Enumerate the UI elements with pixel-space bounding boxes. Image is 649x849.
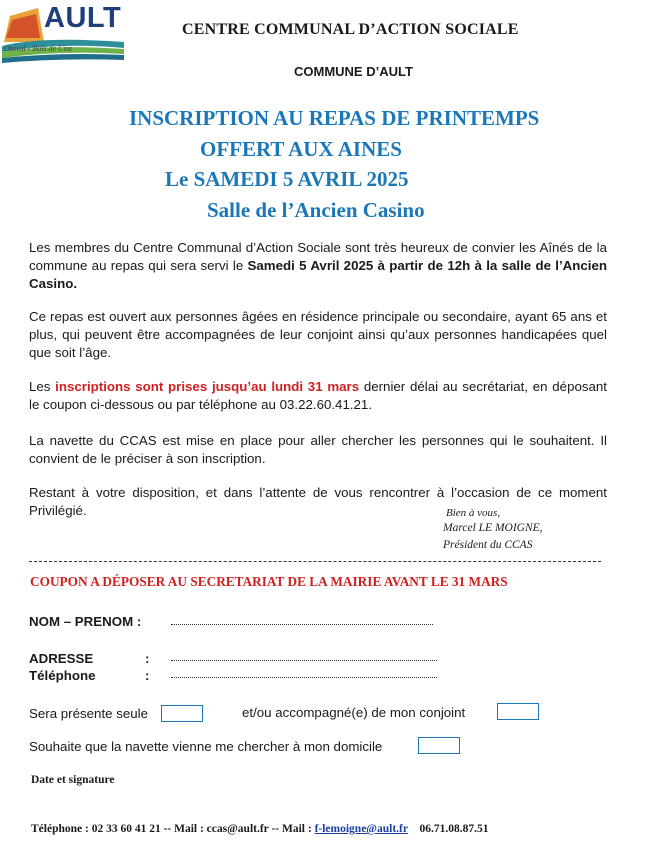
address-label: ADRESSE	[29, 651, 94, 666]
spouse-option-label: et/ou accompagné(e) de mon conjoint	[242, 705, 466, 720]
footer-contact-text: Téléphone : 02 33 60 41 21 -- Mail : ccas@ault.fr -- Mail :	[31, 823, 315, 835]
alone-option-label: Sera présente seule	[29, 706, 149, 721]
cut-line	[29, 561, 601, 562]
paragraph-invitation-bold: Samedi 5 Avril 2025 à partir de 12h à la salle de l’Ancien Casino.	[29, 258, 608, 291]
date-signature-label: Date et signature	[31, 774, 115, 786]
paragraph-registration-pre: Les	[29, 379, 56, 394]
address-colon: :	[145, 651, 150, 666]
title-venue: Salle de l’Ancien Casino	[207, 198, 425, 222]
title-date: Le SAMEDI 5 AVRIL 2025	[165, 167, 409, 191]
title-line-1: INSCRIPTION AU REPAS DE PRINTEMPS	[129, 106, 540, 130]
paragraph-closing: Restant à votre disposition, et dans l’attente de vous rencontrer à l’occasion de ce moment Privilégié.	[29, 485, 607, 518]
coupon-title: COUPON A DÉPOSER AU SECRETARIAT DE LA MAIRIE AVANT LE 31 MARS	[30, 574, 508, 589]
paragraph-eligibility: Ce repas est ouvert aux personnes âgées en résidence principale ou secondaire, ayant 65 ans et plus, qui peuvent être accompagnées de leur conjoint ainsi qu’aux personnes handicapées quel que soit l’âge.	[29, 309, 607, 360]
alone-checkbox[interactable]	[161, 705, 203, 722]
shuttle-checkbox[interactable]	[418, 737, 460, 754]
footer-mobile: 06.71.08.87.51	[419, 823, 489, 835]
name-field[interactable]	[171, 624, 433, 625]
signature-title: Président du CCAS	[443, 539, 533, 551]
phone-field[interactable]	[171, 677, 437, 678]
phone-label: Téléphone	[29, 668, 96, 683]
phone-colon: :	[145, 668, 150, 683]
name-label: NOM – PRENOM :	[29, 614, 142, 629]
logo-wordmark: AULT	[44, 2, 122, 34]
paragraph-registration-post: dernier délai au secrétariat, en déposant le coupon ci-dessous ou par téléphone au 03.22.60.41.21.	[29, 379, 607, 412]
paragraph-shuttle: La navette du CCAS est mise en place pour aller chercher les personnes qui le souhaitent. Il convient de le préciser à son inscription.	[29, 433, 607, 466]
spouse-checkbox[interactable]	[497, 703, 539, 720]
commune-name: COMMUNE D’AULT	[294, 64, 413, 79]
signature-name: Marcel LE MOIGNE,	[443, 522, 543, 534]
logo-subtitle: Onival - Bois de Cise	[4, 44, 73, 53]
shuttle-option-label: Souhaite que la navette vienne me chercher à mon domicile	[29, 739, 383, 754]
paragraph-registration	[29, 378, 607, 414]
title-line-2: OFFERT AUX AINES	[200, 137, 402, 161]
address-field[interactable]	[171, 660, 437, 661]
organization-name: CENTRE COMMUNAL D’ACTION SOCIALE	[182, 21, 519, 38]
signature-greeting: Bien à vous,	[446, 507, 501, 519]
paragraph-invitation	[29, 239, 607, 293]
paragraph-invitation-text: Les membres du Centre Communal d’Action Sociale sont très heureux de convier les Aînés de la commune au repas qui sera servi le	[29, 240, 607, 273]
footer-contact	[31, 823, 489, 835]
registration-deadline: inscriptions sont prises jusqu’au lundi 31 mars	[55, 379, 360, 394]
footer-email-link[interactable]: f-lemoigne@ault.fr	[314, 823, 408, 835]
